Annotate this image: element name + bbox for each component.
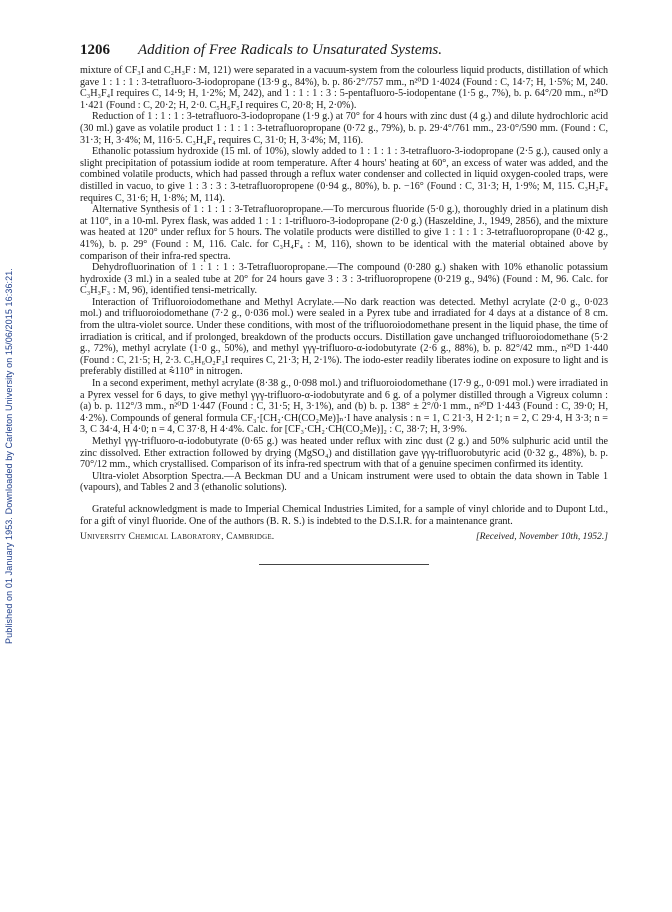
acknowledgment: Grateful acknowledgment is made to Imperial Chemical Industries Limited, for a sample of vinyl chloride and to Dupont Ltd., for a gift of vinyl fluoride. One of the authors (B. R. S.) is indebted to the D.S.I.R. for a maintenance grant.: [80, 503, 608, 527]
download-watermark: [2, 0, 16, 912]
paragraph: In a second experiment, methyl acrylate (8·38 g., 0·098 mol.) and trifluoroiodomethane (17·9 g., 0·091 mol.) were irradiated in a Pyrex vessel for 6 days, to give methyl γγγ-trifluoro-α-iodobutyrate and 6 g. of a polymer distilled through a Vigreux column : (a) b. p. 112°/3 mm., n²⁰D 1·447 (Found : C, 31·5; H, 3·1%), and (b) b. p. 138° ± 2°/0·1 mm., n²⁰D 1·443 (Found : C, 39·0; H, 4·2%). Compounds of general formula CF₃·[CH₂·CH(CO₂Me)]ₙ·I have analysis : n = 1, C 21·3, H 2·1; n = 2, C 29·4, H 3·3; n = 3, C 34·4, H 4·0; n = 4, C 37·8, H 4·4%. Calc. for [CF₃·CH₂·CH(CO₂Me)]₂ : C, 38·7; H, 3·9%.: [80, 378, 608, 436]
paragraph: Dehydrofluorination of 1 : 1 : 1 : 3-Tetrafluoropropane.—The compound (0·280 g.) shaken with 10% ethanolic potassium hydroxide (3 ml.) in a sealed tube at 20° for 24 hours gave 3 : 3 : 3-trifluoropropene (0·219 g., 94%) (Found : M, 96. Calc. for C₃H₃F₃ : M, 96), identified tensi-metrically.: [80, 262, 608, 297]
page-header: [80, 42, 608, 59]
page-number: 1206: [80, 42, 110, 58]
paragraph: Methyl γγγ-trifluoro-α-iodobutyrate (0·65 g.) was heated under reflux with zinc dust (2 g.) and 50% sulphuric acid until the zinc dissolved. Ether extraction followed by drying (MgSO₄) and distillation gave γγγ-trifluorobutyric acid (0·32 g., 48%), b. p. 70°/12 mm., which crystallised. Comparison of its infra-red spectrum with that of a genuine specimen confirmed its identity.: [80, 436, 608, 471]
article-body: [80, 65, 608, 494]
paragraph: Ethanolic potassium hydroxide (15 ml. of 10%), slowly added to 1 : 1 : 1 : 3-tetrafluoro-3-iodopropane (2·5 g.), caused only a slight precipitation of potassium iodide at room temperature. After 4 hours' heating at 60°, an excess of water was added, and the combined volatile products, which had passed through a reflux water condenser and collected in liquid oxygen-cooled traps, were distilled in vacuo, to give 1 : 3 : 3 : 3-tetrafluoropropene (0·94 g., 80%), b. p. −16° (Found : C, 31·3; H, 1·9%; M, 115. C₃H₂F₄ requires C, 31·6; H, 1·8%; M, 114).: [80, 146, 608, 204]
running-title: Addition of Free Radicals to Unsaturated Systems.: [138, 42, 442, 58]
journal-page: [80, 42, 608, 565]
article-footer: [80, 531, 608, 542]
end-rule: [259, 564, 429, 565]
download-notice: Published on 01 January 1953. Downloaded by Carleton University on 15/06/2015 16:36:21.: [4, 268, 15, 644]
laboratory-address: University Chemical Laboratory, Cambridge.: [80, 531, 275, 543]
paragraph: Interaction of Trifluoroiodomethane and Methyl Acrylate.—No dark reaction was detected. Methyl acrylate (2·0 g., 0·023 mol.) and trifluoroiodomethane (7·2 g., 0·036 mol.) were sealed in a Pyrex tube and irradiated for 4 days at a distance of 8 cm. from the ultra-violet source. Under these conditions, with most of the trifluoroiodomethane present in the liquid phase, the time of irradiation is critical, and if prolonged, breakdown of the products occurs. Distillation gave unchanged trifluoroiodomethane (5·2 g., 72%), methyl acrylate (1·0 g., 50%), and methyl γγγ-trifluoro-α-iodobutyrate (2·6 g., 88%), b. p. 82°/42 mm., n²⁰D 1·440 (Found : C, 21·5; H, 2·3. C₅H₆O₂F₃I requires C, 21·3; H, 2·1%). The iodo-ester readily liberates iodine on exposure to light and is preferably distilled at ⩯110° in nitrogen.: [80, 296, 608, 378]
paragraph: Reduction of 1 : 1 : 1 : 3-tetrafluoro-3-iodopropane (1·9 g.) at 70° for 4 hours with zinc dust (4 g.) and dilute hydrochloric acid (30 ml.) gave as volatile product 1 : 1 : 1 : 3-tetrafluoropropane (0·72 g., 79%), b. p. 29·4°/761 mm., 23·0°/590 mm. (Found : C, 31·3; H, 3·4%; M, 116·5. C₃H₄F₄ requires C, 31·0; H, 3·4%; M, 116).: [80, 111, 608, 146]
paragraph: Ultra-violet Absorption Spectra.—A Beckman DU and a Unicam instrument were used to obtain the data shown in Table 1 (vapours), and Tables 2 and 3 (ethanolic solutions).: [80, 470, 608, 494]
received-date: [Received, November 10th, 1952.]: [475, 531, 608, 543]
paragraph: Alternative Synthesis of 1 : 1 : 1 : 3-Tetrafluoropropane.—To mercurous fluoride (5·0 g.), thoroughly dried in a platinum dish at 110°, in a 10-ml. Pyrex flask, was added 1 : 1 : 1-trifluoro-3-iodopropane (2·0 g.) (Haszeldine, J., 1949, 2856), and the mixture was heated at 120° under reflux for 5 hours. The volatile products were distilled to give 1 : 1 : 1 : 3-tetrafluoropropane (0·42 g., 41%), b. p. 29° (Found : M, 116. Calc. for C₃H₄F₄ : M, 116), shown to be identical with the material obtained above by comparison of their infra-red spectra.: [80, 204, 608, 262]
paragraph: mixture of CF₃I and C₂H₃F : M, 121) were separated in a vacuum-system from the colourless liquid products, distillation of which gave 1 : 1 : 1 : 3-tetrafluoro-3-iodopropane (13·9 g., 84%), b. p. 86·2°/757 mm., n²⁰D 1·4024 (Found : C, 14·7; H, 1·5%; M, 240. C₃H₃F₄I requires C, 14·9; H, 1·2%; M, 242), and 1 : 1 : 1 : 3 : 5-pentafluoro-5-iodopentane (1·5 g., 7%), b. p. 64°/20 mm., n²⁰D 1·421 (Found : C, 20·2; H, 2·0. C₅H₆F₅I requires C, 20·8; H, 2·0%).: [80, 65, 608, 111]
